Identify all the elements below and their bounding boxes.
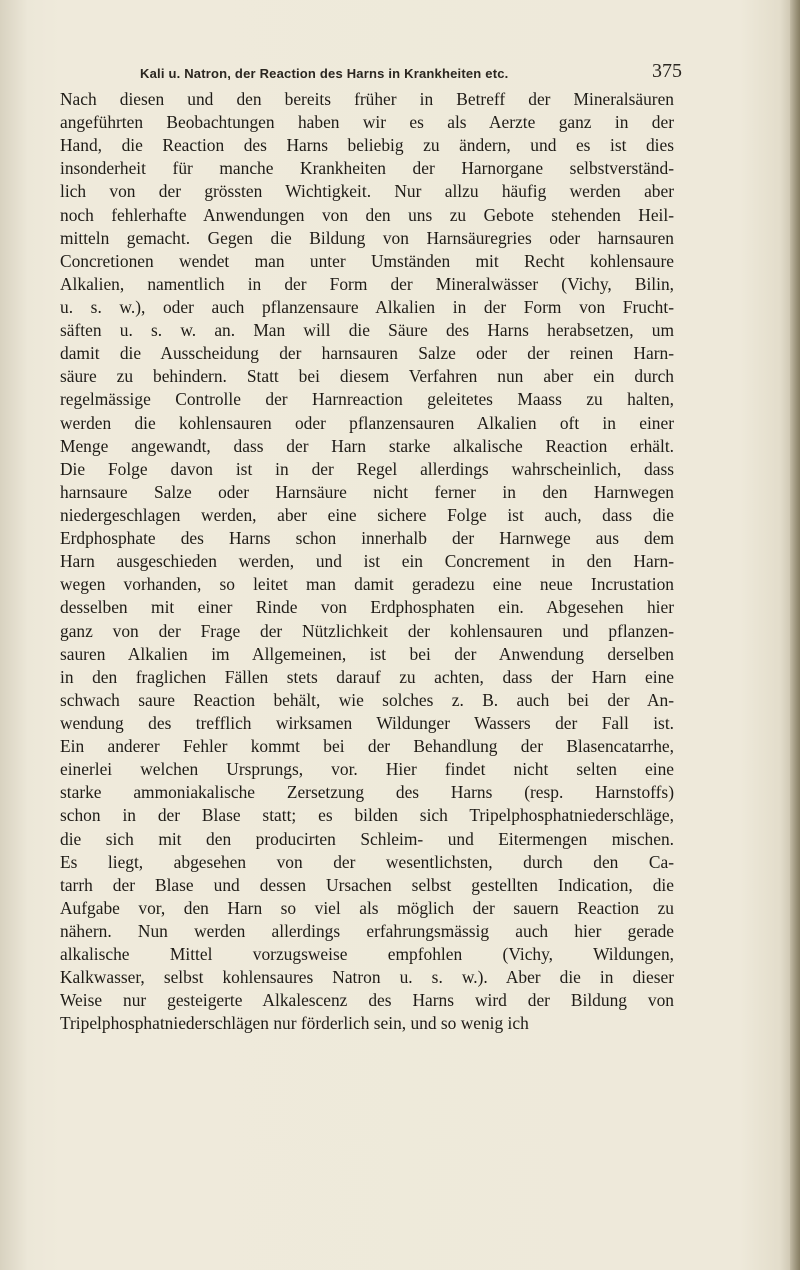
text-line: Menge angewandt, dass der Harn starke alkalische Reaction erhält. bbox=[60, 435, 674, 456]
page-number: 375 bbox=[652, 60, 682, 82]
text-line: insonderheit für manche Krankheiten der Harnorgane selbstverständ- bbox=[60, 158, 674, 179]
text-line: die sich mit den producirten Schleim- und Eitermengen mischen. bbox=[60, 828, 674, 849]
text-line: Nach diesen und den bereits früher in Betreff der Mineralsäuren bbox=[60, 89, 674, 109]
text-line: mitteln gemacht. Gegen die Bildung von Harnsäuregries oder harnsauren bbox=[60, 227, 674, 248]
text-line: noch fehlerhafte Anwendungen von den uns zu Gebote stehenden Heil- bbox=[60, 204, 674, 225]
book-spine-edge bbox=[790, 0, 800, 1270]
text-line: schwach saure Reaction behält, wie solches z. B. auch bei der An- bbox=[60, 689, 674, 710]
text-line: werden die kohlensauren oder pflanzensauren Alkalien oft in einer bbox=[60, 412, 674, 433]
text-line: u. s. w.), oder auch pflanzensaure Alkalien in der Form von Frucht- bbox=[60, 296, 674, 317]
text-line: alkalische Mittel vorzugsweise empfohlen (Vichy, Wildungen, bbox=[60, 944, 674, 965]
text-line: nähern. Nun werden allerdings erfahrungsmässig auch hier gerade bbox=[60, 920, 674, 941]
text-line: Harn ausgeschieden werden, und ist ein Concrement in den Harn- bbox=[60, 551, 674, 572]
text-line: tarrh der Blase und dessen Ursachen selbst gestellten Indication, die bbox=[60, 874, 674, 895]
text-line: starke ammoniakalische Zersetzung des Harns (resp. Harnstoffs) bbox=[60, 782, 674, 803]
text-line: ganz von der Frage der Nützlichkeit der kohlensauren und pflanzen- bbox=[60, 620, 674, 641]
text-line: wegen vorhanden, so leitet man damit geradezu eine neue Incrustation bbox=[60, 574, 674, 595]
text-line: Concretionen wendet man unter Umständen mit Recht kohlensaure bbox=[60, 250, 674, 271]
text-line: einerlei welchen Ursprungs, vor. Hier findet nicht selten eine bbox=[60, 759, 674, 780]
text-line: säure zu behindern. Statt bei diesem Verfahren nun aber ein durch bbox=[60, 366, 674, 387]
text-line: regelmässige Controlle der Harnreaction geleitetes Maass zu halten, bbox=[60, 389, 674, 410]
text-line: Kalkwasser, selbst kohlensaures Natron u. s. w.). Aber die in dieser bbox=[60, 967, 674, 988]
text-line: sauren Alkalien im Allgemeinen, ist bei der Anwendung derselben bbox=[60, 643, 674, 664]
text-line: lich von der grössten Wichtigkeit. Nur allzu häufig werden aber bbox=[60, 181, 674, 202]
text-line: desselben mit einer Rinde von Erdphosphaten ein. Abgesehen hier bbox=[60, 597, 674, 618]
text-line: schon in der Blase statt; es bilden sich Tripelphosphatniederschläge, bbox=[60, 805, 674, 826]
text-line: Tripelphosphatniederschlägen nur förderlich sein, und so wenig ich bbox=[60, 1013, 529, 1034]
text-line: Aufgabe vor, den Harn so viel als möglich der sauern Reaction zu bbox=[60, 897, 674, 918]
text-line: säften u. s. w. an. Man will die Säure des Harns herabsetzen, um bbox=[60, 320, 674, 341]
body-text bbox=[60, 88, 674, 1035]
text-line: niedergeschlagen werden, aber eine sichere Folge ist auch, dass die bbox=[60, 504, 674, 525]
running-head: Kali u. Natron, der Reaction des Harns in Krankheiten etc. bbox=[140, 66, 509, 81]
text-line: Ein anderer Fehler kommt bei der Behandlung der Blasencatarrhe, bbox=[60, 736, 674, 757]
text-line: damit die Ausscheidung der harnsauren Salze oder der reinen Harn- bbox=[60, 343, 674, 364]
text-line: wendung des trefflich wirksamen Wildunger Wassers der Fall ist. bbox=[60, 712, 674, 733]
text-line: Erdphosphate des Harns schon innerhalb der Harnwege aus dem bbox=[60, 528, 674, 549]
text-line: harnsaure Salze oder Harnsäure nicht ferner in den Harnwegen bbox=[60, 481, 674, 502]
text-line: Hand, die Reaction des Harns beliebig zu ändern, und es ist dies bbox=[60, 135, 674, 156]
text-line: Alkalien, namentlich in der Form der Mineralwässer (Vichy, Bilin, bbox=[60, 273, 674, 294]
text-line: Es liegt, abgesehen von der wesentlichsten, durch den Ca- bbox=[60, 851, 674, 872]
text-line: Weise nur gesteigerte Alkalescenz des Harns wird der Bildung von bbox=[60, 990, 674, 1011]
text-line: Die Folge davon ist in der Regel allerdings wahrscheinlich, dass bbox=[60, 458, 674, 479]
text-line: in den fraglichen Fällen stets darauf zu achten, dass der Harn eine bbox=[60, 666, 674, 687]
text-line: angeführten Beobachtungen haben wir es als Aerzte ganz in der bbox=[60, 112, 674, 133]
